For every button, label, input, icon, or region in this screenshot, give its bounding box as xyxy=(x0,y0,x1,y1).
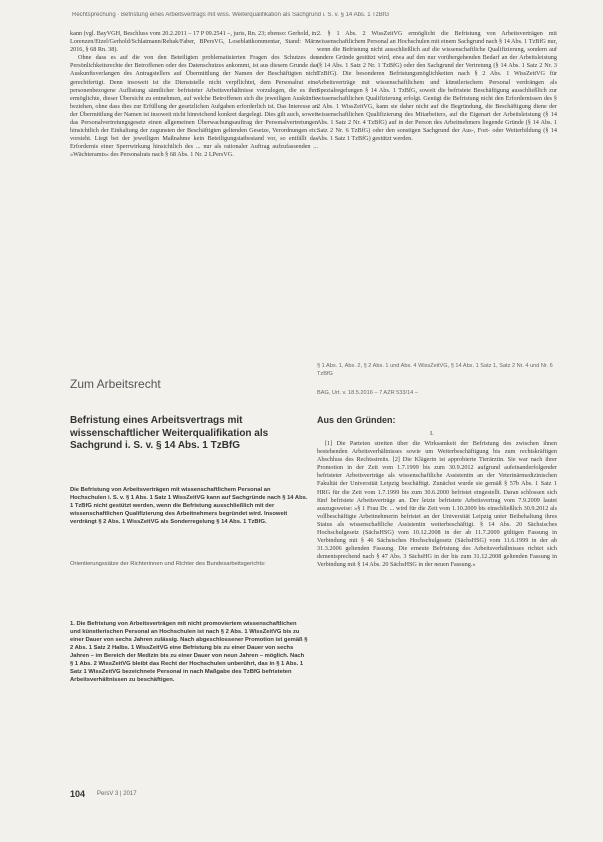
section-title: Zum Arbeitsrecht xyxy=(70,377,161,391)
right-column-text xyxy=(317,30,557,143)
running-head: Rechtsprechung · Befristung eines Arbeitsvertrags mit wiss. Weiterqualifikation als Sachgrund i. S. v. § 14 Abs. 1 TzBfG xyxy=(72,12,390,18)
lead-text: Die Befristung von Arbeitsverträgen mit wissenschaftlichem Personal an Hochschulen i. S. v. § 1 Abs. 1 Satz 1 WissZeitVG kann auf Sachgründe nach § 14 Abs. 1 TzBfG nicht gestützt werden, wenn die Befristung ausschließlich mit der wissenschaftlichen Qualifizierung des Arbeitnehmers begründet wird. Insoweit verdrängt § 2 Abs. 1 WissZeitVG als Sonderregelung § 14 Abs. 1 TzBfG. xyxy=(70,487,308,525)
right-paragraph-1: 2. § 1 Abs. 2 WissZeitVG ermöglicht die Befristung von Arbeitsverträgen mit wissenschaftlichem Personal an Hochschulen mit einem Sachgrund nach § 14 Abs. 1 TzBfG nur, wenn die Befristung nicht ausschließlich auf die wissenschaftliche Qualifizierung, sondern auf andere Gründe gestützt wird, etwa auf den nur vorübergehenden Bedarf an der Arbeitsleistung (§ 14 Abs. 1 Satz 2 Nr. 1 TzBfG) oder den Sachgrund der Vertretung (§ 14 Abs. 1 Satz 2 Nr. 3 TzBfG). Die besonderen Befristungsmöglichkeiten nach § 2 Abs. 1 WissZeitVG für Arbeitsverträge mit wissenschaftlichem und künstlerischem Personal verdrängen als Spezialregelungen § 14 Abs. 1 TzBfG, soweit die befristete Beschäftigung ausschließlich zur wissenschaftlichen Qualifizierung erfolgt. Genügt die Befristung nicht den Erfordernissen des § 2 Abs. 1 WissZeitVG, kann sie daher nicht auf die Begründung, die Beschäftigung diene der wissenschaftlichen Qualifizierung des Mitarbeiters, auf die Eigenart der Arbeitsleistung (§ 14 Abs. 1 Satz 2 Nr. 4 TzBfG) auf in der Person des Arbeitnehmers liegende Gründe (§ 14 Abs. 1 Satz 2 Nr. 6 TzBfG) oder den sonstigen Sachgrund der Aus-, Fort- oder Weiterbildung (§ 14 Abs. 1 Satz 1 TzBfG) gestützt werden. xyxy=(317,30,557,143)
byline: Orientierungssätze der Richterinnen und Richter des Bundesarbeitsgerichts: xyxy=(70,561,266,567)
left-column-text xyxy=(70,30,318,160)
grounds-body xyxy=(317,440,557,570)
journal-reference: PersV 3 | 2017 xyxy=(97,791,137,797)
page-number: 104 xyxy=(70,789,86,799)
grounds-number: I. xyxy=(430,430,434,437)
grounds-paragraph: [1] Die Parteien streiten über die Wirksamkeit der Befristung des zwischen ihnen bestehenden Arbeitsverhältnisses sowie um Weiterbeschäftigung bis zum rechtskräftigen Abschluss des Rechtsstreits. [2] Die Klägerin ist approbierte Tierärztin. Sie war nach ihrer Promotion in der Zeit vom 1.7.1999 bis zum 30.9.2012 aufgrund aufeinanderfolgender befristeter Arbeitsverträge als wissenschaftliche Assistentin an der Veterinärmedizinischen Fakultät der Universität Leipzig beschäftigt. Zunächst wurde sie gemäß § 57b Abs. 1 Satz 1 HRG für die Zeit vom 1.7.1999 bis zum 30.6.2000 befristet eingestellt. Daran schlossen sich fünf befristete Arbeitsverträge an. Der letzte befristete Arbeitsvertrag vom 7.9.2009 lautet auszugsweise: »§ 1 Frau Dr. ... wird für die Zeit vom 1.10.2009 bis einschließlich 30.9.2012 als vollbeschäftigte Arbeitnehmerin befristet an der Universität Leipzig unter Beibehaltung ihres Status als wissenschaftliche Assistentin weiterbeschäftigt. § 14 Abs. 20 Sächsisches Hochschulgesetz (SächsHSG) vom 10.12.2008 in der ab 11.7.2009 gültigen Fassung in Verbindung mit § 46 Sächsisches Hochschulgesetz (SächsHSG) vom 11.6.1999 in der ab 31.3.2006 geltenden Fassung. Die erneute Befristung des Arbeitsverhältnisses richtet sich dementsprechend nach § 47 Abs. 3 SächsHG in der bis zum 31.12.2008 geltenden Fassung in Verbindung mit § 14 Abs. 20 SächsHSG in der neuen Fassung.« xyxy=(317,440,557,569)
left-paragraph-2: Ohne dass es auf die von den Beteiligten problematisierten Fragen des Schutzes der Persönlichkeitsrechte der Betroffenen oder des Datenschutzes ankommt, ist aus diesem Grunde das Auskunftsverlangen des Antragstellers auf Übermittlung der Namen der Beschäftigten nicht gerechtfertigt. Denn insoweit ist die Dienststelle nicht verpflichtet, dem Personalrat eine personenbezogene Auflistung sämtlicher befristeter Arbeitsverhältnisse vorzulegen, die es ihm ermöglichte, dieser Übersicht zu entnehmen, auf welche Betroffenen sich die jeweiligen Auskünfte beziehen, ohne dass dies zur Erfüllung der gesetzlichen Aufgaben erforderlich ist. Das Interesse an der Übermittlung der Namen ist insoweit nicht hinreichend konkret dargelegt. Dies gilt auch, soweit das Personalvertretungsgesetz einen allgemeinen Überwachungsauftrag der Personalvertretungen hinsichtlich der Einhaltung der zugunsten der Beschäftigten geltenden Gesetze, Verordnungen etc. vorsieht. Liegt bei der jeweiligen Maßnahme kein Beteiligungstatbestand vor, so entfällt das Erfordernis einer Sperrwirkung hinsichtlich des ... nur als rationaler Auftrag aufzufassenden ... »Wächteramts« des Personalrats nach § 68 Abs. 1 Nr. 2 LPersVG. xyxy=(70,54,318,159)
decision-reference: BAG, Urt. v. 18.5.2016 – 7 AZR 533/14 – xyxy=(317,390,418,396)
article-title: Befristung eines Arbeitsvertrags mit wissenschaftlicher Weiterqualifikation als Sachgrund i. S. v. § 14 Abs. 1 TzBfG xyxy=(70,415,269,451)
left-paragraph-1: kann (vgl. BayVGH, Beschluss vom 20.2.2011 – 17 P 09.2541 –, juris, Rn. 23; ebenso: Gerhold, in: Lorenzen/Etzel/Gerhold/Schlatmann/Rehak/Faber, BPersVG, Loseblattkommentar, Stand: März 2016, § 68 Rn. 38). xyxy=(70,30,318,54)
grounds-title: Aus den Gründen: xyxy=(317,415,396,425)
summary-text: 1. Die Befristung von Arbeitsverträgen mit nicht promoviertem wissenschaftlichen und künstlerischen Personal an Hochschulen ist nach § 2 Abs. 1 WissZeitVG bis zu einer Dauer von sechs Jahren zulässig. Nach abgeschlossener Promotion ist gemäß § 2 Abs. 1 Satz 2 Halbs. 1 WissZeitVG eine Befristung bis zu einer Dauer von sechs Jahren – im Bereich der Medizin bis zu einer Dauer von neun Jahren – möglich. Nach § 1 Abs. 2 WissZeitVG bleibt das Recht der Hochschulen unberührt, das in § 1 Abs. 1 Satz 1 WissZeitVG bezeichnete Personal in nach Maßgabe des TzBfG befristeten Arbeitsverhältnissen zu beschäftigen. xyxy=(70,621,308,683)
norm-citation: § 1 Abs. 1, Abs. 2, § 2 Abs. 1 und Abs. 4 WissZeitVG, § 14 Abs. 1 Satz 1, Satz 2 Nr. 4 und Nr. 6 TzBfG xyxy=(317,363,553,377)
